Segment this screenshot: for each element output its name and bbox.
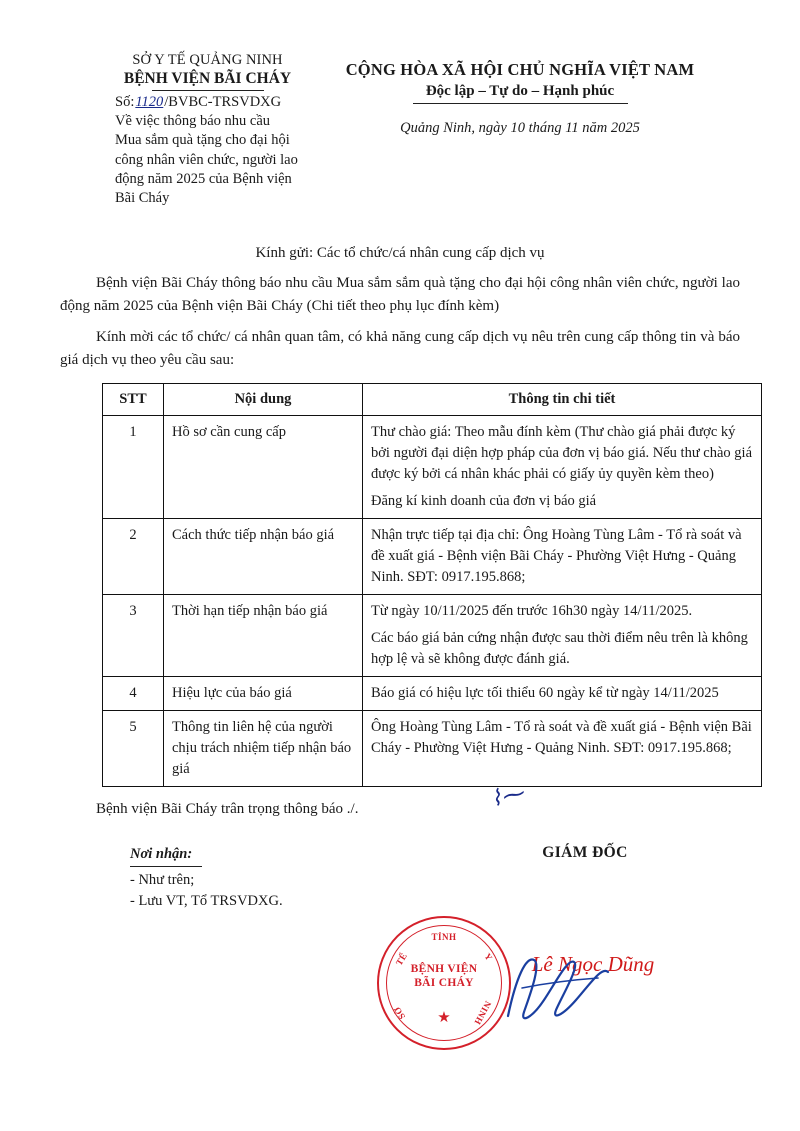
header-national-block: [300, 52, 740, 208]
row-noidung: Hiệu lực của báo giá: [164, 676, 363, 710]
row-stt: 2: [103, 518, 164, 594]
document-number-prefix: Số:: [115, 94, 135, 110]
header-issuer-block: [60, 52, 300, 208]
closing-text: Bệnh viện Bãi Cháy trân trọng thông báo ./.: [96, 800, 359, 817]
row-stt: 4: [103, 676, 164, 710]
row-details: [363, 710, 762, 786]
issuer-parent-org: SỞ Y TẾ QUẢNG NINH: [132, 52, 283, 68]
row-detail-line: Ông Hoàng Tùng Lâm - Tổ rà soát và đề xuất giá - Bệnh viện Bãi Cháy - Phường Việt Hưng - Quảng Ninh. SĐT: 0917.195.868;: [371, 718, 752, 756]
row-noidung: Hồ sơ cần cung cấp: [164, 415, 363, 518]
signer-title: GIÁM ĐỐC: [542, 843, 628, 861]
recipients-item: - Như trên;: [130, 871, 195, 888]
initial-mark: ⌇⁓: [488, 780, 526, 812]
stamp-line-1: BỆNH VIỆN: [410, 963, 478, 975]
document-number-value: 1120: [135, 94, 164, 110]
recipients-item: - Lưu VT, Tổ TRSVDXG.: [130, 893, 283, 910]
row-detail-line: Nhận trực tiếp tại địa chỉ: Ông Hoàng Tùng Lâm - Tổ rà soát và đề xuất giá - Bệnh viện Bãi Cháy - Phường Việt Hưng - Quảng Ninh. SĐT: 0917.195.868;: [371, 526, 742, 585]
row-details: [363, 415, 762, 518]
stamp-arc-top: TỈNH: [431, 932, 457, 942]
row-detail-line: Từ ngày 10/11/2025 đến trước 16h30 ngày 14/11/2025.: [371, 602, 693, 619]
place-and-date: Quảng Ninh, ngày 10 tháng 11 năm 2025: [400, 120, 640, 136]
signer-name: Lê Ngọc Dũng: [531, 951, 655, 976]
national-underline: [413, 103, 628, 104]
row-noidung: Cách thức tiếp nhận báo giá: [164, 518, 363, 594]
document-header: [0, 0, 800, 208]
row-stt: 5: [103, 710, 164, 786]
row-detail-line: Đăng kí kinh doanh của đơn vị báo giá: [371, 492, 597, 509]
table-header-stt: STT: [103, 383, 164, 415]
stamp-arc-bottom-left: SỞ: [391, 1004, 408, 1022]
document-subject: Về việc thông báo nhu cầu Mua sắm quà tặng cho đại hội công nhân viên chức, người lao động năm 2025 của Bệnh viện Bãi Cháy: [115, 113, 298, 207]
requirements-table: [102, 383, 762, 787]
stamp-star-icon: ★: [437, 1010, 451, 1026]
row-noidung: Thông tin liên hệ của người chịu trách nhiệm tiếp nhận báo giá: [164, 710, 363, 786]
row-detail-line: Các báo giá bản cứng nhận được sau thời điểm nêu trên là không hợp lệ và sẽ không được đánh giá.: [371, 629, 748, 667]
national-title: CỘNG HÒA XÃ HỘI CHỦ NGHĨA VIỆT NAM: [345, 60, 695, 79]
document-number: [115, 94, 300, 111]
table-row: [103, 415, 762, 518]
recipient-line: Kính gửi: Các tổ chức/cá nhân cung cấp dịch vụ: [255, 245, 545, 262]
document-number-suffix: /BVBC-TRSVDXG: [164, 94, 282, 110]
recipients-label: Nơi nhận:: [130, 845, 193, 862]
row-stt: 3: [103, 594, 164, 676]
row-details: [363, 518, 762, 594]
table-header-details: Thông tin chi tiết: [363, 383, 762, 415]
table-row: [103, 594, 762, 676]
recipients-underline: [130, 866, 202, 867]
row-details: [363, 676, 762, 710]
row-details: [363, 594, 762, 676]
paragraph-2: Kính mời các tổ chức/ cá nhân quan tâm, có khả năng cung cấp dịch vụ nêu trên cung cấp thông tin và báo giá dịch vụ theo yêu cầu sau:: [60, 329, 740, 369]
table-row: [103, 710, 762, 786]
closing-line: [0, 780, 800, 818]
row-detail-line: Thư chào giá: Theo mẫu đính kèm (Thư chào giá phải được ký bởi người đại diện hợp pháp của đơn vị báo giá. Nếu thư chào giá được ký bởi cá nhân khác phải có giấy ủy quyền kèm theo): [371, 423, 753, 482]
recipients-block: [60, 844, 390, 913]
document-body: [0, 242, 800, 786]
stamp-arc-right: Y: [482, 951, 495, 963]
stamp-arc-left: TẾ: [393, 950, 410, 968]
national-motto: Độc lập – Tự do – Hạnh phúc: [425, 83, 615, 99]
row-noidung: Thời hạn tiếp nhận báo giá: [164, 594, 363, 676]
table-row: [103, 676, 762, 710]
table-header-noidung: Nội dung: [164, 383, 363, 415]
table-head: [103, 383, 762, 415]
stamp-center-text: [379, 962, 509, 991]
issuer-org: BỆNH VIỆN BÃI CHÁY: [123, 70, 292, 87]
paragraph-1: Bệnh viện Bãi Cháy thông báo nhu cầu Mua sắm sắm quà tặng cho đại hội công nhân viên chức, người lao động năm 2025 của Bệnh viện Bãi Cháy (Chi tiết theo phụ lục đính kèm): [60, 274, 740, 314]
stamp-line-2: BÃI CHÁY: [414, 977, 474, 990]
stamp-arc-bottom-right: NINH: [472, 999, 494, 1027]
table-header-row: [103, 383, 762, 415]
table-row: [103, 518, 762, 594]
table-body: [103, 415, 762, 786]
issuer-underline: [152, 90, 264, 91]
row-detail-line: Báo giá có hiệu lực tối thiểu 60 ngày kể từ ngày 14/11/2025: [371, 684, 719, 701]
official-seal-stamp: [377, 916, 511, 1050]
row-stt: 1: [103, 415, 164, 518]
